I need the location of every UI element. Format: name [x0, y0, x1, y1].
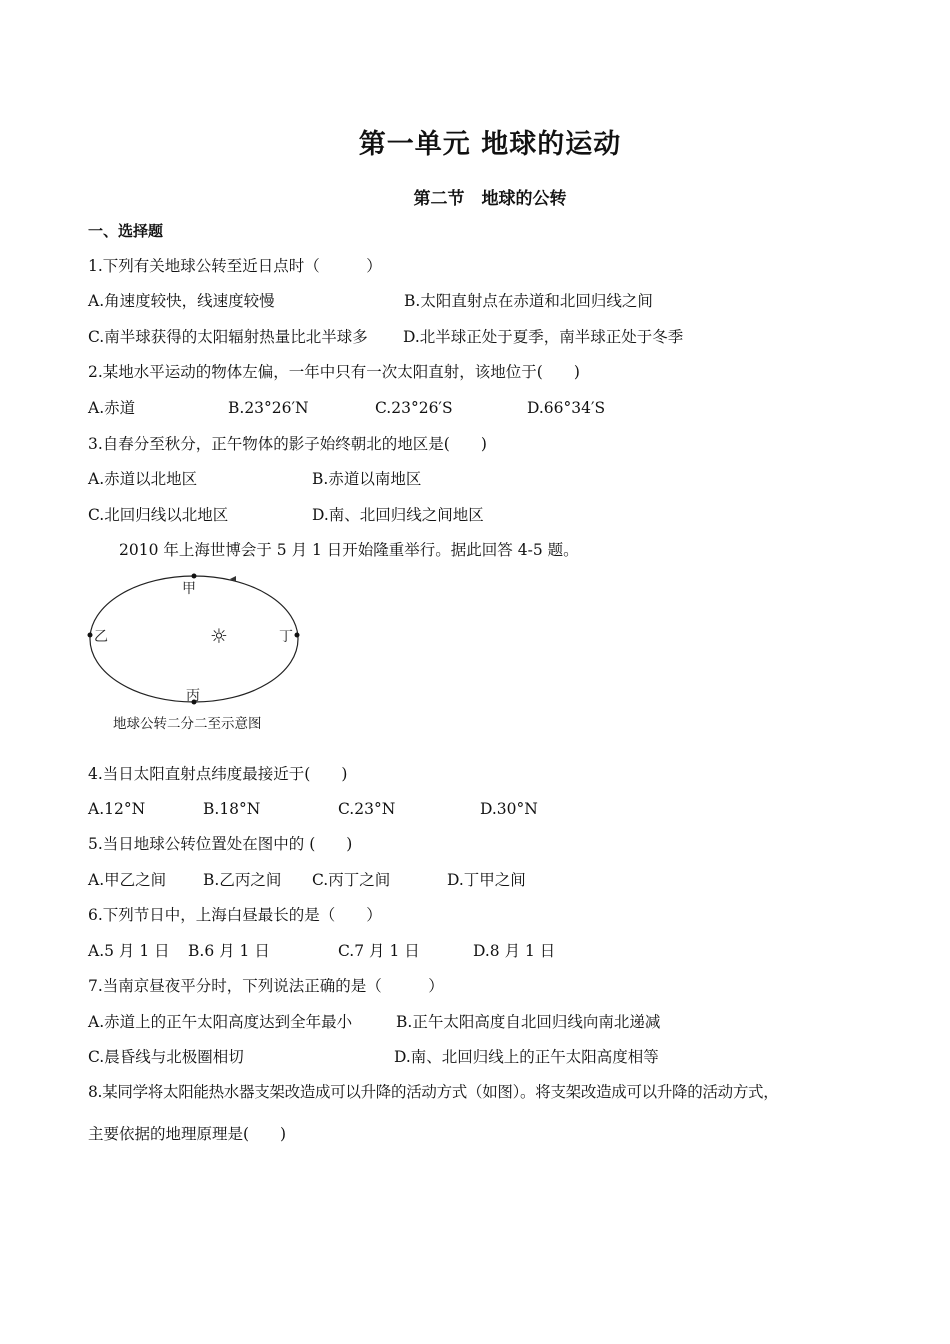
option-1c: C.南半球获得的太阳辐射热量比北半球多	[88, 328, 368, 346]
page-title: 第一单元 地球的运动	[358, 129, 622, 160]
question-2: 2.某地水平运动的物体左偏，一年中只有一次太阳直射，该地位于( )	[88, 363, 580, 381]
option-1b: B.太阳直射点在赤道和北回归线之间	[404, 292, 653, 310]
option-5c: C.丙丁之间	[312, 871, 391, 889]
label-yi: 乙	[94, 629, 108, 645]
option-7b: B.正午太阳高度自北回归线向南北递减	[396, 1013, 661, 1031]
option-1d: D.北半球正处于夏季，南半球正处于冬季	[403, 328, 684, 346]
option-2a: A.赤道	[88, 399, 136, 417]
option-2d: D.66°34′S	[527, 399, 606, 417]
option-4b: B.18°N	[203, 800, 261, 818]
point-jia	[192, 574, 197, 579]
option-4c: C.23°N	[338, 800, 396, 818]
option-3a: A.赤道以北地区	[88, 470, 198, 488]
question-1: 1.下列有关地球公转至近日点时（ ）	[88, 257, 382, 275]
option-3b: B.赤道以南地区	[312, 470, 422, 488]
option-6d: D.8 月 1 日	[473, 942, 556, 960]
question-7: 7.当南京昼夜平分时，下列说法正确的是（ ）	[88, 977, 444, 995]
label-bing: 丙	[186, 688, 200, 704]
question-8: 8.某同学将太阳能热水器支架改造成可以升降的活动方式（如图）。将支架改造成可以升降的活动方式，	[88, 1083, 779, 1101]
section-heading: 一、选择题	[88, 222, 164, 240]
orbit-diagram	[84, 568, 314, 717]
option-3d: D.南、北回归线之间地区	[312, 506, 484, 524]
label-jia: 甲	[182, 581, 196, 597]
option-4a: A.12°N	[88, 800, 146, 818]
option-7d: D.南、北回归线上的正午太阳高度相等	[394, 1048, 659, 1066]
question-3: 3.自春分至秋分，正午物体的影子始终朝北的地区是( )	[88, 435, 487, 453]
option-7a: A.赤道上的正午太阳高度达到全年最小	[88, 1013, 353, 1031]
option-6a: A.5 月 1 日	[88, 942, 170, 960]
question-8-continued: 主要依据的地理原理是( )	[88, 1125, 287, 1143]
label-ding: 丁	[279, 629, 293, 645]
question-5: 5.当日地球公转位置处在图中的 ( )	[88, 835, 353, 853]
question-4: 4.当日太阳直射点纬度最接近于( )	[88, 765, 348, 783]
section-subtitle: 第二节 地球的公转	[413, 189, 567, 209]
diagram-caption: 地球公转二分二至示意图	[113, 716, 262, 732]
option-4d: D.30°N	[480, 800, 538, 818]
option-5b: B.乙丙之间	[203, 871, 282, 889]
option-2b: B.23°26′N	[228, 399, 309, 417]
direction-arrow-icon	[230, 576, 236, 582]
intro-4-5: 2010 年上海世博会于 5 月 1 日开始隆重举行。据此回答 4-5 题。	[119, 541, 579, 559]
question-6: 6.下列节日中，上海白昼最长的是（ ）	[88, 906, 382, 924]
option-7c: C.晨昏线与北极圈相切	[88, 1048, 244, 1066]
option-5d: D.丁甲之间	[447, 871, 526, 889]
sun-icon: ☼	[210, 624, 228, 648]
option-3c: C.北回归线以北地区	[88, 506, 229, 524]
option-1a: A.角速度较快，线速度较慢	[88, 292, 275, 310]
option-5a: A.甲乙之间	[88, 871, 167, 889]
option-6b: B.6 月 1 日	[188, 942, 270, 960]
point-ding	[295, 633, 300, 638]
orbit-svg	[84, 568, 314, 713]
point-yi	[88, 633, 93, 638]
option-2c: C.23°26′S	[375, 399, 453, 417]
option-6c: C.7 月 1 日	[338, 942, 420, 960]
